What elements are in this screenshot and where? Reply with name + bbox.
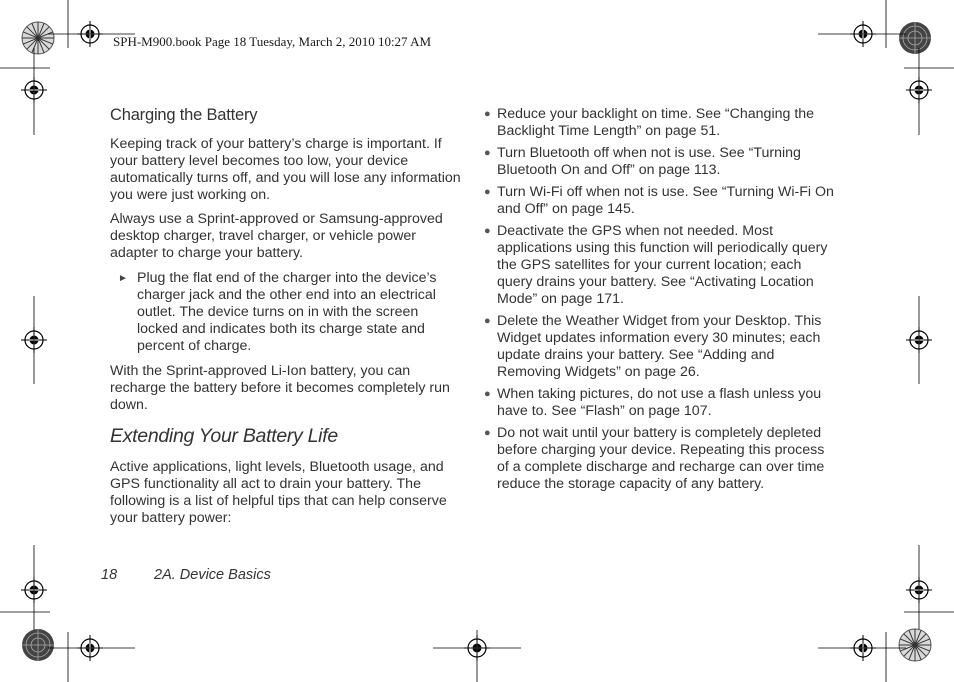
section-heading: Charging the Battery	[110, 106, 258, 124]
list-item	[484, 106, 836, 140]
step-text: Plug the flat end of the charger into the device’s charger jack and the other end into an electrical outlet. The device turns on in with the screen locked and indicates both its charge state and percent of charge.	[137, 270, 437, 354]
list-item	[484, 223, 836, 308]
print-header: SPH-M900.book Page 18 Tuesday, March 2, 2010 10:27 AM	[113, 34, 432, 49]
footer-section: 2A. Device Basics	[154, 567, 271, 583]
tip-text: Do not wait until your battery is completely depleted before charging your device. Repeating this process of a complete discharge and recharge can over time reduce the storage capacity of any battery.	[497, 425, 825, 492]
paragraph-recharge: With the Sprint-approved Li-Ion battery, you can recharge the battery before it becomes completely run down.	[110, 363, 450, 413]
bullet-icon: ●	[484, 225, 491, 237]
tip-text: When taking pictures, do not use a flash unless you have to. See “Flash” on page 107.	[497, 386, 822, 419]
paragraph-tips-intro: Active applications, light levels, Bluetooth usage, and GPS functionality all act to drain your battery. The following is a list of helpful tips that can help conserve your battery power:	[110, 459, 447, 526]
tip-text: Turn Bluetooth off when not is use. See “Turning Bluetooth On and Off” on page 113.	[497, 145, 801, 178]
list-item	[484, 184, 836, 218]
bullet-icon: ●	[484, 315, 491, 327]
list-item	[484, 145, 836, 179]
bullet-icon: ●	[484, 427, 491, 439]
tip-text: Delete the Weather Widget from your Desktop. This Widget updates information every 30 minutes; each update drains your battery. See “Adding and Removing Widgets” on page 26.	[497, 313, 822, 380]
paragraph-chargers: Always use a Sprint-approved or Samsung-approved desktop charger, travel charger, or vehicle power adapter to charge your battery.	[110, 211, 443, 261]
step-item	[110, 270, 462, 355]
list-item	[484, 313, 836, 381]
tips-list	[484, 106, 836, 498]
tip-text: Reduce your backlight on time. See “Changing the Backlight Time Length” on page 51.	[497, 106, 815, 139]
bullet-icon: ●	[484, 108, 491, 120]
tip-text: Deactivate the GPS when not needed. Most applications using this function will periodically query the GPS satellites for your current location; each query drains your battery. See “Activating Location Mode” on page 171.	[497, 223, 828, 307]
paragraph-intro: Keeping track of your battery’s charge is important. If your battery level becomes too low, your device automatically turns off, and you will lose any information you were just working on.	[110, 136, 461, 203]
tip-text: Turn Wi-Fi off when not is use. See “Turning Wi-Fi On and Off” on page 145.	[497, 184, 834, 217]
bullet-icon: ●	[484, 388, 491, 400]
bullet-icon: ●	[484, 147, 491, 159]
step-arrow-icon: ►	[118, 273, 128, 284]
list-item	[484, 386, 836, 420]
list-item	[484, 425, 836, 493]
page-title: Extending Your Battery Life	[110, 425, 338, 447]
page-number: 18	[101, 567, 118, 583]
bullet-icon: ●	[484, 186, 491, 198]
